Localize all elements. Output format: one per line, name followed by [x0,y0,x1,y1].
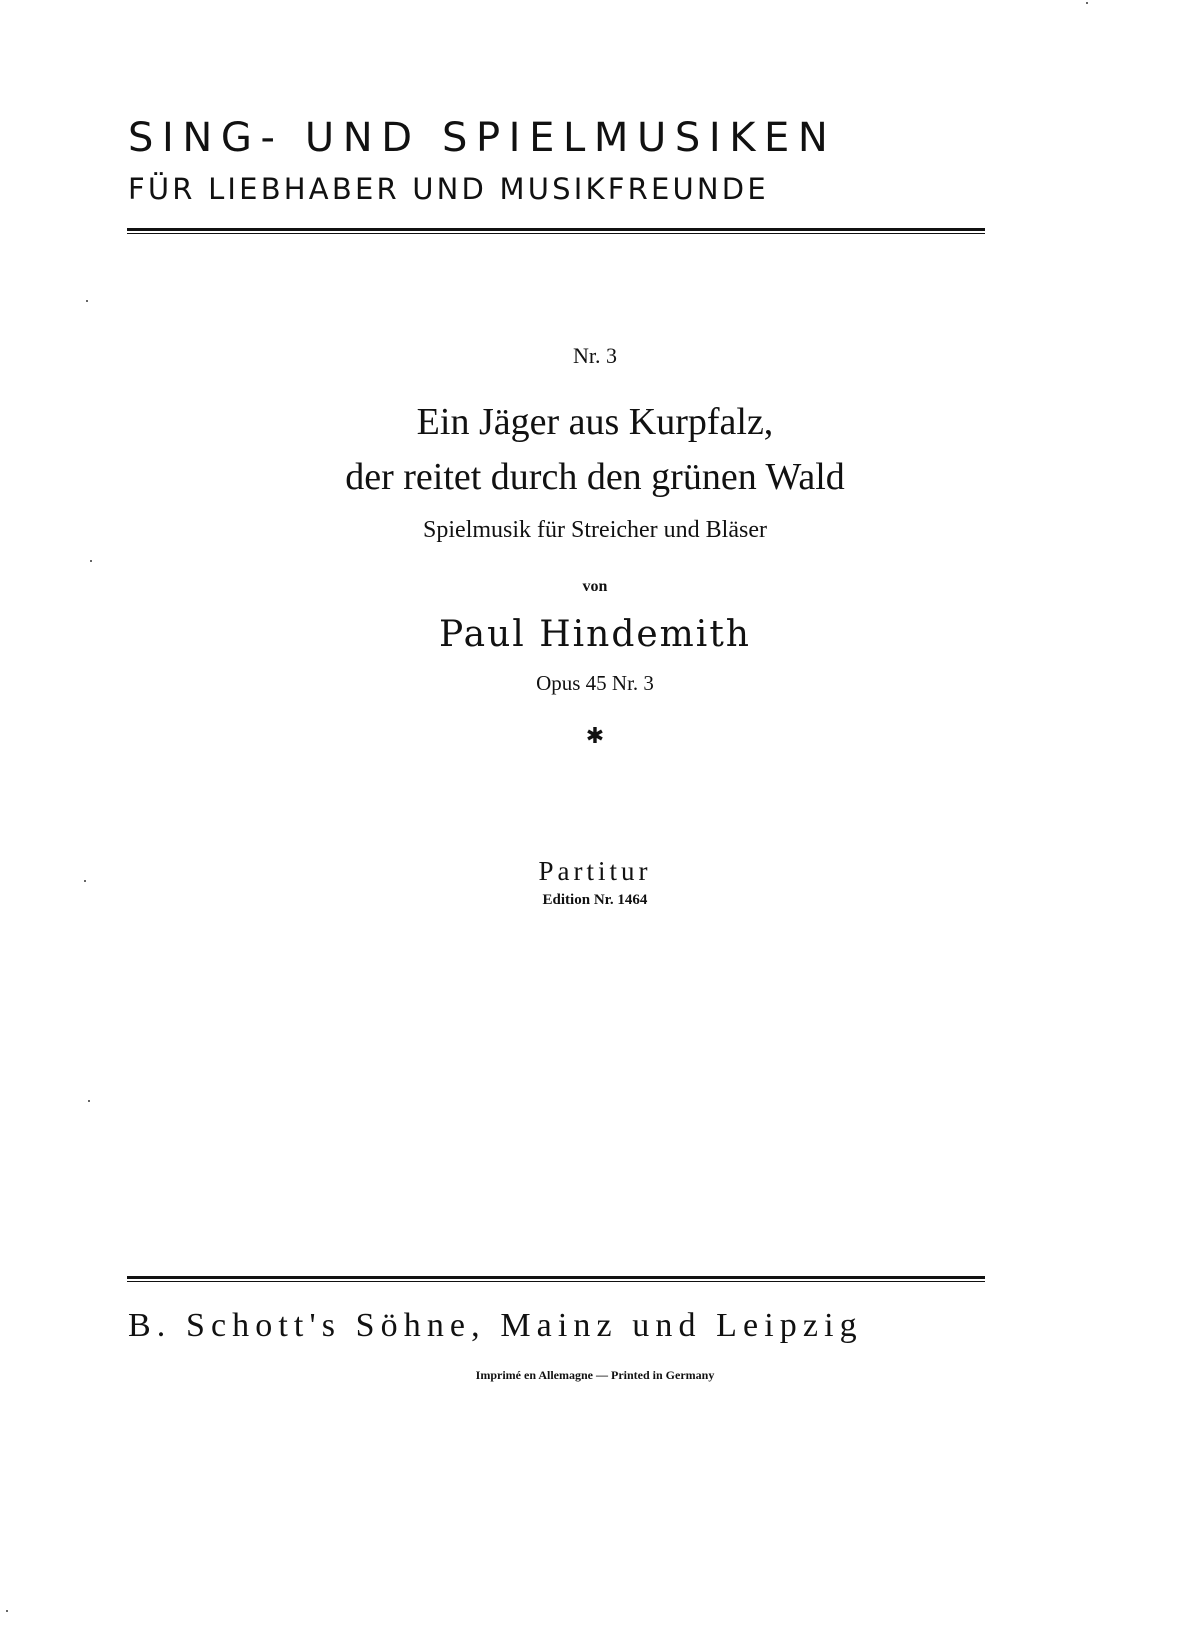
work-title-line-1: Ein Jäger aus Kurpfalz, [416,401,774,443]
score-label: Partitur [538,856,652,886]
by-label: von [582,578,608,595]
scan-speck [90,560,92,562]
work-number: Nr. 3 [573,343,617,368]
scan-speck [84,880,86,882]
bottom-double-rule [127,1276,985,1282]
top-double-rule [127,228,985,234]
scan-speck [1086,2,1088,4]
asterisk-ornament-icon: ✱ [585,724,605,749]
work-subtitle: Spielmusik für Streicher und Bläser [423,517,767,543]
scan-speck [86,300,88,302]
printed-in-note: Imprimé en Allemagne — Printed in Germany [475,1368,715,1382]
scan-speck [6,1610,8,1612]
opus-number: Opus 45 Nr. 3 [536,671,654,695]
work-title-line-2: der reitet durch den grünen Wald [345,456,845,498]
series-title: SING- UND SPIELMUSIKEN [128,115,837,161]
edition-number: Edition Nr. 1464 [542,892,648,908]
scan-speck [88,1100,90,1102]
publisher-name: B. Schott's Söhne, Mainz und Leipzig [128,1307,863,1344]
composer-name: Paul Hindemith [439,614,751,655]
series-subtitle: FÜR LIEBHABER UND MUSIKFREUNDE [128,172,769,206]
